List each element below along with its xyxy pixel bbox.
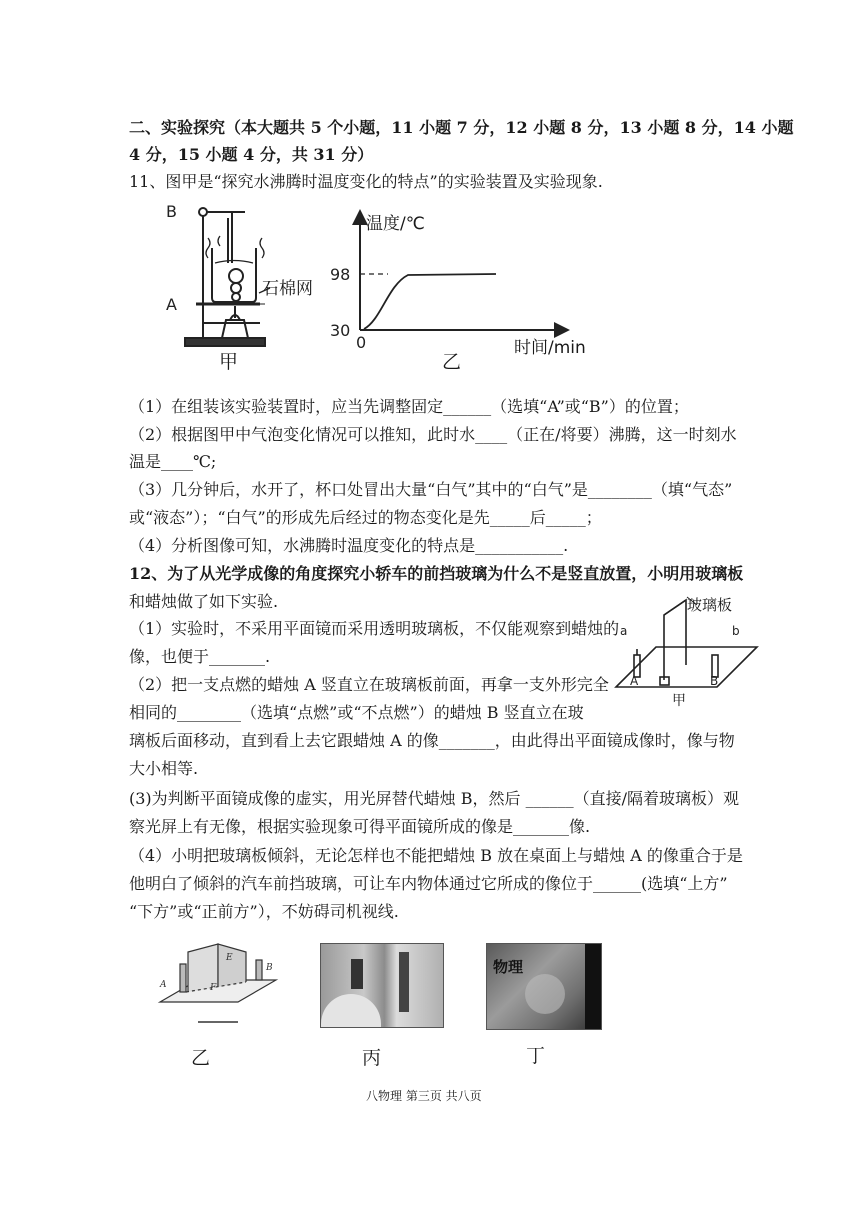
q11-sub3a: （3）几分钟后，水开了，杯口处冒出大量“白气”其中的“白气”是________（填“气态” [129,480,733,499]
q12-sub4a: （4）小明把玻璃板倾斜，无论怎样也不能把蜡烛 B 放在桌面上与蜡烛 A 的像重合于是 [129,846,743,865]
q12-sub2d: 大小相等. [129,759,199,778]
q12-caption-yi: 乙 [191,1047,211,1069]
section-title-line2: 4 分，15 小题 4 分，共 31 分） [129,145,374,164]
q12-yi-label-A: A [160,980,167,990]
q12-sub2b: 相同的________（选填“点燃”或“不点燃”）的蜡烛 B 竖直立在玻 [129,703,584,722]
q11-sub3b: 或“液态”）；“白气”的形成先后经过的物态变化是先_____后_____； [129,508,602,527]
q12-sub4b: 他明白了倾斜的汽车前挡玻璃，可让车内物体通过它所成的像位于______(选填“上方” [129,874,728,893]
q12-caption-bing: 丙 [362,1047,382,1069]
q12-stem2: 和蜡烛做了如下实验. [129,592,279,611]
q12-sub2a: （2）把一支点燃的蜡烛 A 竖直立在玻璃板前面，再拿一支外形完全 [129,675,609,694]
q11-sub4: （4）分析图像可知，水沸腾时温度变化的特点是___________. [129,536,569,555]
q12-label-b: b [732,624,740,638]
q11-tick-30: 30 [330,321,351,340]
q12-sub3b: 察光屏上有无像，根据实验现象可得平面镜所成的像是_______像. [129,817,591,836]
q12-label-B: B [710,674,719,688]
q12-label-A: A [630,674,639,688]
q11-asbestos-net-label: 石棉网 [262,279,313,299]
q12-yi-label-B: B [266,963,273,973]
section-title-line1: 二、实验探究（本大题共 5 个小题，11 小题 7 分，12 小题 8 分，13 小题 8 分，14 小题 [129,118,794,137]
page-footer: 八物理 第三页 共八页 [366,1089,482,1103]
q11-label-A: A [166,295,177,314]
q12-photo-ding-text: 物理 [493,958,524,976]
q12-glass-label: 玻璃板 [687,596,733,614]
q11-ylabel: 温度/℃ [366,214,425,234]
q12-sub3a: (3)为判断平面镜成像的虚实，用光屏替代蜡烛 B，然后 ______（直接/隔着玻璃板）观 [129,789,739,808]
q11-stem: 11、图甲是“探究水沸腾时温度变化的特点”的实验装置及实验现象. [129,172,603,191]
q11-tick-98: 98 [330,265,351,284]
q12-caption-ding: 丁 [526,1045,546,1067]
q11-label-B: B [166,202,177,221]
q12-caption-jia: 甲 [672,693,686,709]
q12-stem1: 12、为了从光学成像的角度探究小轿车的前挡玻璃为什么不是竖直放置，小明用玻璃板 [129,564,744,583]
q12-photo-bing [320,943,444,1028]
q11-caption-yi: 乙 [442,351,462,373]
q12-figure-yi [158,942,283,1027]
q11-sub1: （1）在组装该实验装置时，应当先调整固定______（选填“A”或“B”）的位置； [129,397,689,416]
q11-sub2a: （2）根据图甲中气泡变化情况可以推知，此时水____（正在/将要）沸腾，这一时刻水 [129,425,737,444]
q12-sub1a: （1）实验时，不采用平面镜而采用透明玻璃板，不仅能观察到蜡烛的 [129,619,620,638]
q11-tick-0: 0 [356,333,367,352]
q12-yi-label-F: F [210,983,217,993]
q12-label-a: a [620,624,628,638]
q12-sub2c: 璃板后面移动，直到看上去它跟蜡烛 A 的像_______，由此得出平面镜成像时，像与物 [129,731,735,750]
q12-sub4c: “下方”或“正前方”），不妨碍司机视线. [129,902,399,921]
q12-sub1b: 像，也便于_______. [129,647,271,666]
q11-caption-jia: 甲 [219,351,239,373]
q12-photo-ding [486,943,602,1030]
q12-yi-label-E: E [226,953,233,963]
q11-sub2b: 温是____℃; [129,452,217,471]
q11-xlabel: 时间/min [514,338,586,358]
